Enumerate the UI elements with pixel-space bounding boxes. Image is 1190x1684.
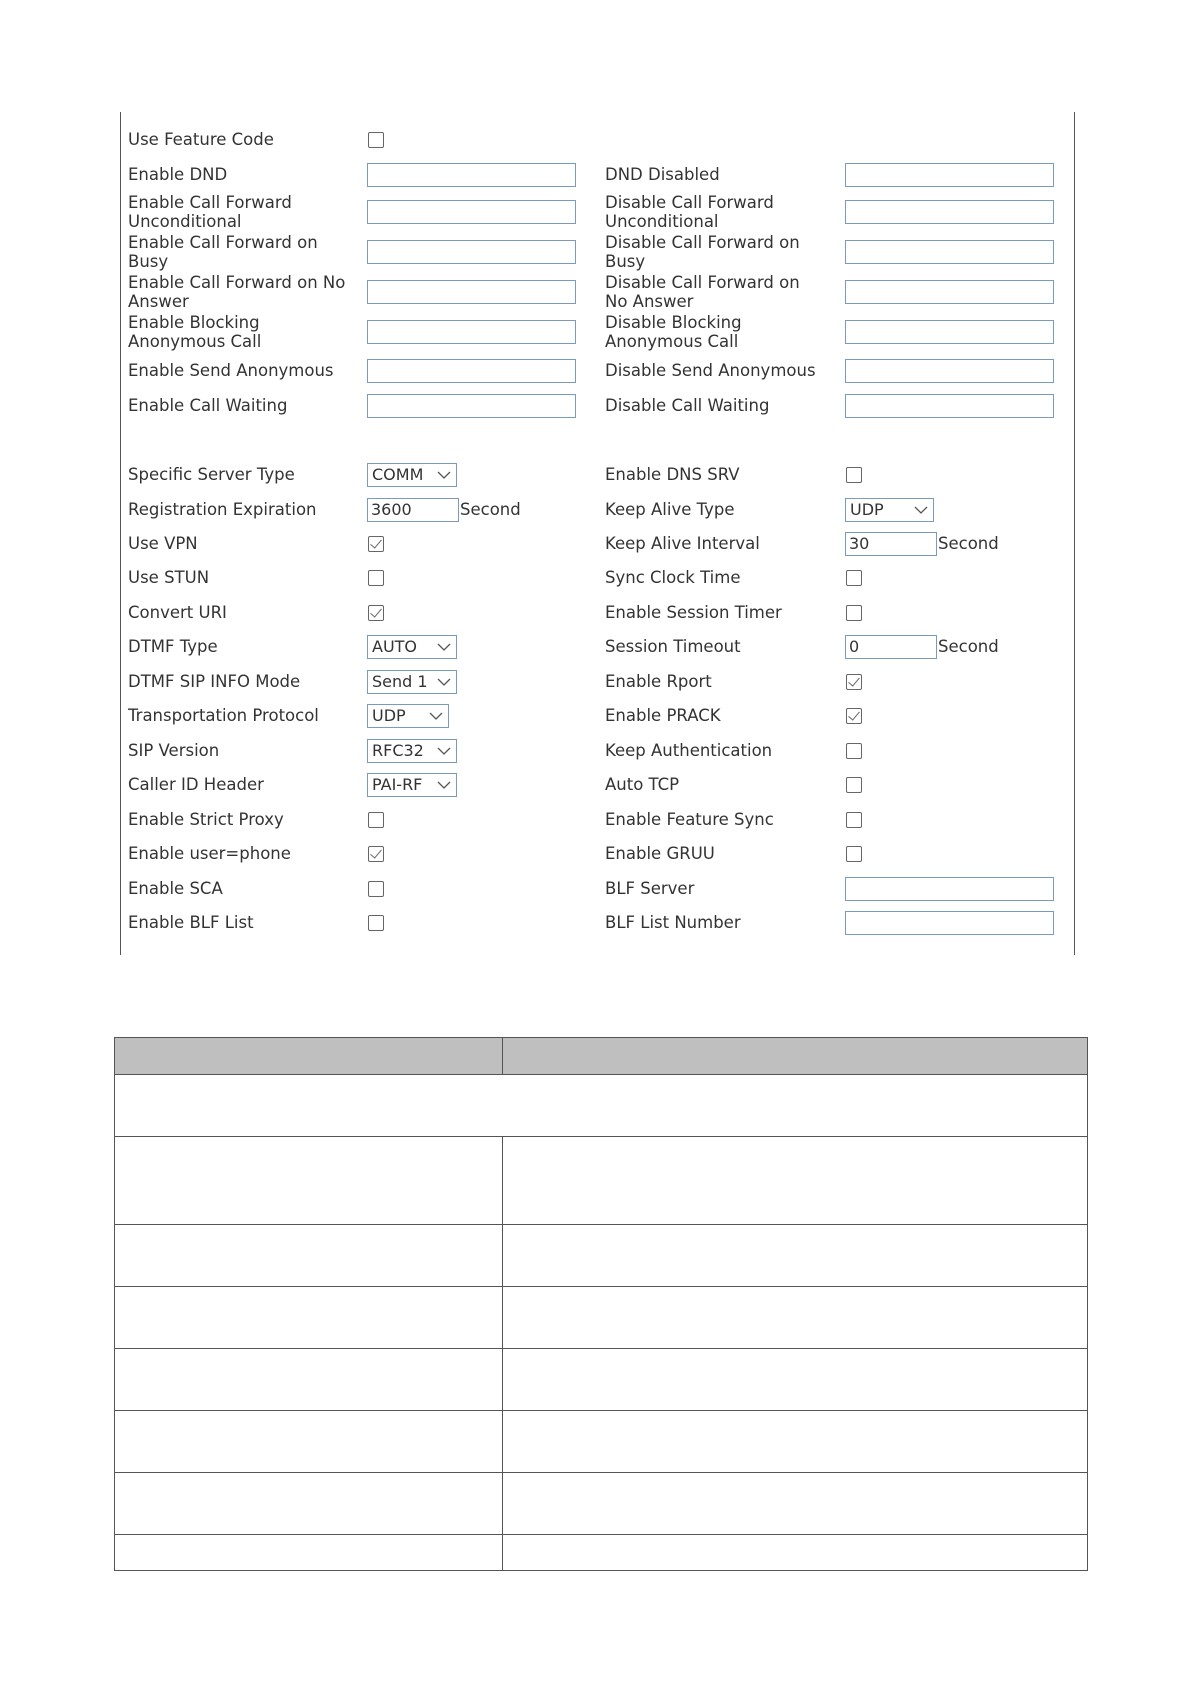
sync-clock-time-checkbox[interactable] (846, 570, 862, 586)
field-label-sip-version: SIP Version (128, 741, 220, 760)
disable-call-waiting-input[interactable] (845, 394, 1054, 418)
session-timeout-unit: Second (938, 637, 999, 656)
chevron-down-icon (436, 776, 452, 794)
enable-strict-proxy-checkbox[interactable] (368, 812, 384, 828)
field-label-registration-expiration: Registration Expiration (128, 500, 317, 519)
caller-id-header-select[interactable] (367, 773, 457, 797)
disable-send-anonymous-input[interactable] (845, 359, 1054, 383)
field-label-use-vpn: Use VPN (128, 534, 198, 553)
disable-blocking-anonymous-call-input[interactable] (845, 320, 1054, 344)
table-row (115, 1137, 1088, 1225)
table-cell (503, 1535, 1088, 1571)
transportation-protocol-selected-value: UDP (372, 706, 406, 725)
table-cell (115, 1411, 503, 1473)
field-label-use-feature-code: Use Feature Code (128, 130, 274, 149)
convert-uri-checkbox[interactable] (368, 605, 384, 621)
chevron-down-icon (913, 501, 929, 519)
field-label-enable-dnd: Enable DND (128, 165, 228, 184)
blf-server-input[interactable] (845, 877, 1054, 901)
keep-alive-type-selected-value: UDP (850, 500, 884, 519)
use-stun-checkbox[interactable] (368, 570, 384, 586)
enable-send-anonymous-input[interactable] (367, 359, 576, 383)
enable-rport-checkbox[interactable] (846, 674, 862, 690)
panel-left-border (120, 112, 121, 955)
table-row (115, 1473, 1088, 1535)
field-label-enable-sca: Enable SCA (128, 879, 223, 898)
field-label-enable-call-forward-on-no-answer: Enable Call Forward on No Answer (128, 273, 346, 311)
auto-tcp-checkbox[interactable] (846, 777, 862, 793)
enable-sca-checkbox[interactable] (368, 881, 384, 897)
enable-feature-sync-checkbox[interactable] (846, 812, 862, 828)
registration-expiration-unit: Second (460, 500, 521, 519)
sip-version-selected-value: RFC32 (372, 741, 424, 760)
enable-dns-srv-checkbox[interactable] (846, 467, 862, 483)
keep-authentication-checkbox[interactable] (846, 743, 862, 759)
table-row (115, 1349, 1088, 1411)
table-header-cell (115, 1038, 503, 1075)
specific-server-type-selected-value: COMM (372, 465, 424, 484)
field-label-caller-id-header: Caller ID Header (128, 775, 264, 794)
table-cell (115, 1225, 503, 1287)
field-label-enable-call-forward-unconditional: Enable Call Forward Unconditional (128, 193, 292, 231)
field-label-enable-blocking-anonymous-call: Enable Blocking Anonymous Call (128, 313, 262, 351)
field-label-enable-blf-list: Enable BLF List (128, 913, 254, 932)
field-label-enable-user-phone: Enable user=phone (128, 844, 291, 863)
field-label-disable-call-forward-on-no-answer: Disable Call Forward on No Answer (605, 273, 800, 311)
field-label-keep-alive-interval: Keep Alive Interval (605, 534, 760, 553)
table-cell (503, 1137, 1088, 1225)
table-row (115, 1287, 1088, 1349)
field-label-disable-send-anonymous: Disable Send Anonymous (605, 361, 816, 380)
table-cell (503, 1411, 1088, 1473)
field-label-use-stun: Use STUN (128, 568, 210, 587)
field-label-sync-clock-time: Sync Clock Time (605, 568, 741, 587)
field-label-session-timeout: Session Timeout (605, 637, 741, 656)
panel-right-border (1074, 112, 1075, 955)
field-label-specific-server-type: Specific Server Type (128, 465, 295, 484)
field-label-enable-prack: Enable PRACK (605, 706, 721, 725)
enable-call-waiting-input[interactable] (367, 394, 576, 418)
use-vpn-checkbox[interactable] (368, 536, 384, 552)
keep-alive-interval-input[interactable]: 30 (845, 532, 937, 556)
table-header-cell (503, 1038, 1088, 1075)
field-label-disable-call-forward-unconditional: Disable Call Forward Unconditional (605, 193, 774, 231)
table-cell (115, 1075, 1088, 1137)
disable-call-forward-on-busy-input[interactable] (845, 240, 1054, 264)
dtmf-sip-info-mode-select[interactable] (367, 670, 457, 694)
table-row (115, 1225, 1088, 1287)
table-header-row (115, 1038, 1088, 1075)
field-label-transportation-protocol: Transportation Protocol (128, 706, 319, 725)
table-cell (115, 1535, 503, 1571)
enable-prack-checkbox[interactable] (846, 708, 862, 724)
table-cell (503, 1349, 1088, 1411)
transportation-protocol-select[interactable] (367, 704, 449, 728)
session-timeout-input[interactable]: 0 (845, 635, 937, 659)
field-label-convert-uri: Convert URI (128, 603, 227, 622)
field-label-disable-call-forward-on-busy: Disable Call Forward on Busy (605, 233, 800, 271)
enable-call-forward-on-busy-input[interactable] (367, 240, 576, 264)
enable-blocking-anonymous-call-input[interactable] (367, 320, 576, 344)
chevron-down-icon (436, 638, 452, 656)
field-label-enable-feature-sync: Enable Feature Sync (605, 810, 774, 829)
field-label-enable-rport: Enable Rport (605, 672, 712, 691)
chevron-down-icon (436, 673, 452, 691)
enable-call-forward-on-no-answer-input[interactable] (367, 280, 576, 304)
specific-server-type-select[interactable] (367, 463, 457, 487)
table-cell (503, 1287, 1088, 1349)
field-label-auto-tcp: Auto TCP (605, 775, 680, 794)
description-table (114, 1037, 1088, 1571)
field-label-enable-call-forward-on-busy: Enable Call Forward on Busy (128, 233, 318, 271)
sip-version-select[interactable] (367, 739, 457, 763)
table-cell (503, 1225, 1088, 1287)
dtmf-type-selected-value: AUTO (372, 637, 418, 656)
use-feature-code-checkbox[interactable] (368, 132, 384, 148)
enable-user-phone-checkbox[interactable] (368, 846, 384, 862)
field-label-enable-dns-srv: Enable DNS SRV (605, 465, 740, 484)
enable-dnd-input[interactable] (367, 163, 576, 187)
field-label-enable-session-timer: Enable Session Timer (605, 603, 782, 622)
field-label-dtmf-sip-info-mode: DTMF SIP INFO Mode (128, 672, 301, 691)
field-label-dtmf-type: DTMF Type (128, 637, 218, 656)
table-cell (115, 1349, 503, 1411)
table-cell (115, 1287, 503, 1349)
chevron-down-icon (436, 466, 452, 484)
field-label-keep-alive-type: Keep Alive Type (605, 500, 735, 519)
field-label-disable-blocking-anonymous-call: Disable Blocking Anonymous Call (605, 313, 742, 351)
enable-gruu-checkbox[interactable] (846, 846, 862, 862)
field-label-enable-strict-proxy: Enable Strict Proxy (128, 810, 284, 829)
chevron-down-icon (428, 707, 444, 725)
field-label-enable-call-waiting: Enable Call Waiting (128, 396, 288, 415)
field-label-enable-gruu: Enable GRUU (605, 844, 715, 863)
field-label-dnd-disabled: DND Disabled (605, 165, 720, 184)
dtmf-type-select[interactable] (367, 635, 457, 659)
enable-blf-list-checkbox[interactable] (368, 915, 384, 931)
table-row (115, 1535, 1088, 1571)
registration-expiration-input[interactable]: 3600 (367, 498, 459, 522)
table-cell (115, 1137, 503, 1225)
table-cell (503, 1473, 1088, 1535)
field-label-enable-send-anonymous: Enable Send Anonymous (128, 361, 334, 380)
field-label-blf-server: BLF Server (605, 879, 695, 898)
dnd-disabled-input[interactable] (845, 163, 1054, 187)
disable-call-forward-on-no-answer-input[interactable] (845, 280, 1054, 304)
keep-alive-type-select[interactable] (845, 498, 934, 522)
table-spanning-row (115, 1075, 1088, 1137)
field-label-keep-authentication: Keep Authentication (605, 741, 773, 760)
blf-list-number-input[interactable] (845, 911, 1054, 935)
table-cell (115, 1473, 503, 1535)
field-label-blf-list-number: BLF List Number (605, 913, 741, 932)
field-label-disable-call-waiting: Disable Call Waiting (605, 396, 770, 415)
dtmf-sip-info-mode-selected-value: Send 1 (372, 672, 428, 691)
table-row (115, 1411, 1088, 1473)
enable-session-timer-checkbox[interactable] (846, 605, 862, 621)
enable-call-forward-unconditional-input[interactable] (367, 200, 576, 224)
disable-call-forward-unconditional-input[interactable] (845, 200, 1054, 224)
caller-id-header-selected-value: PAI-RF (372, 775, 423, 794)
keep-alive-interval-unit: Second (938, 534, 999, 553)
chevron-down-icon (436, 742, 452, 760)
